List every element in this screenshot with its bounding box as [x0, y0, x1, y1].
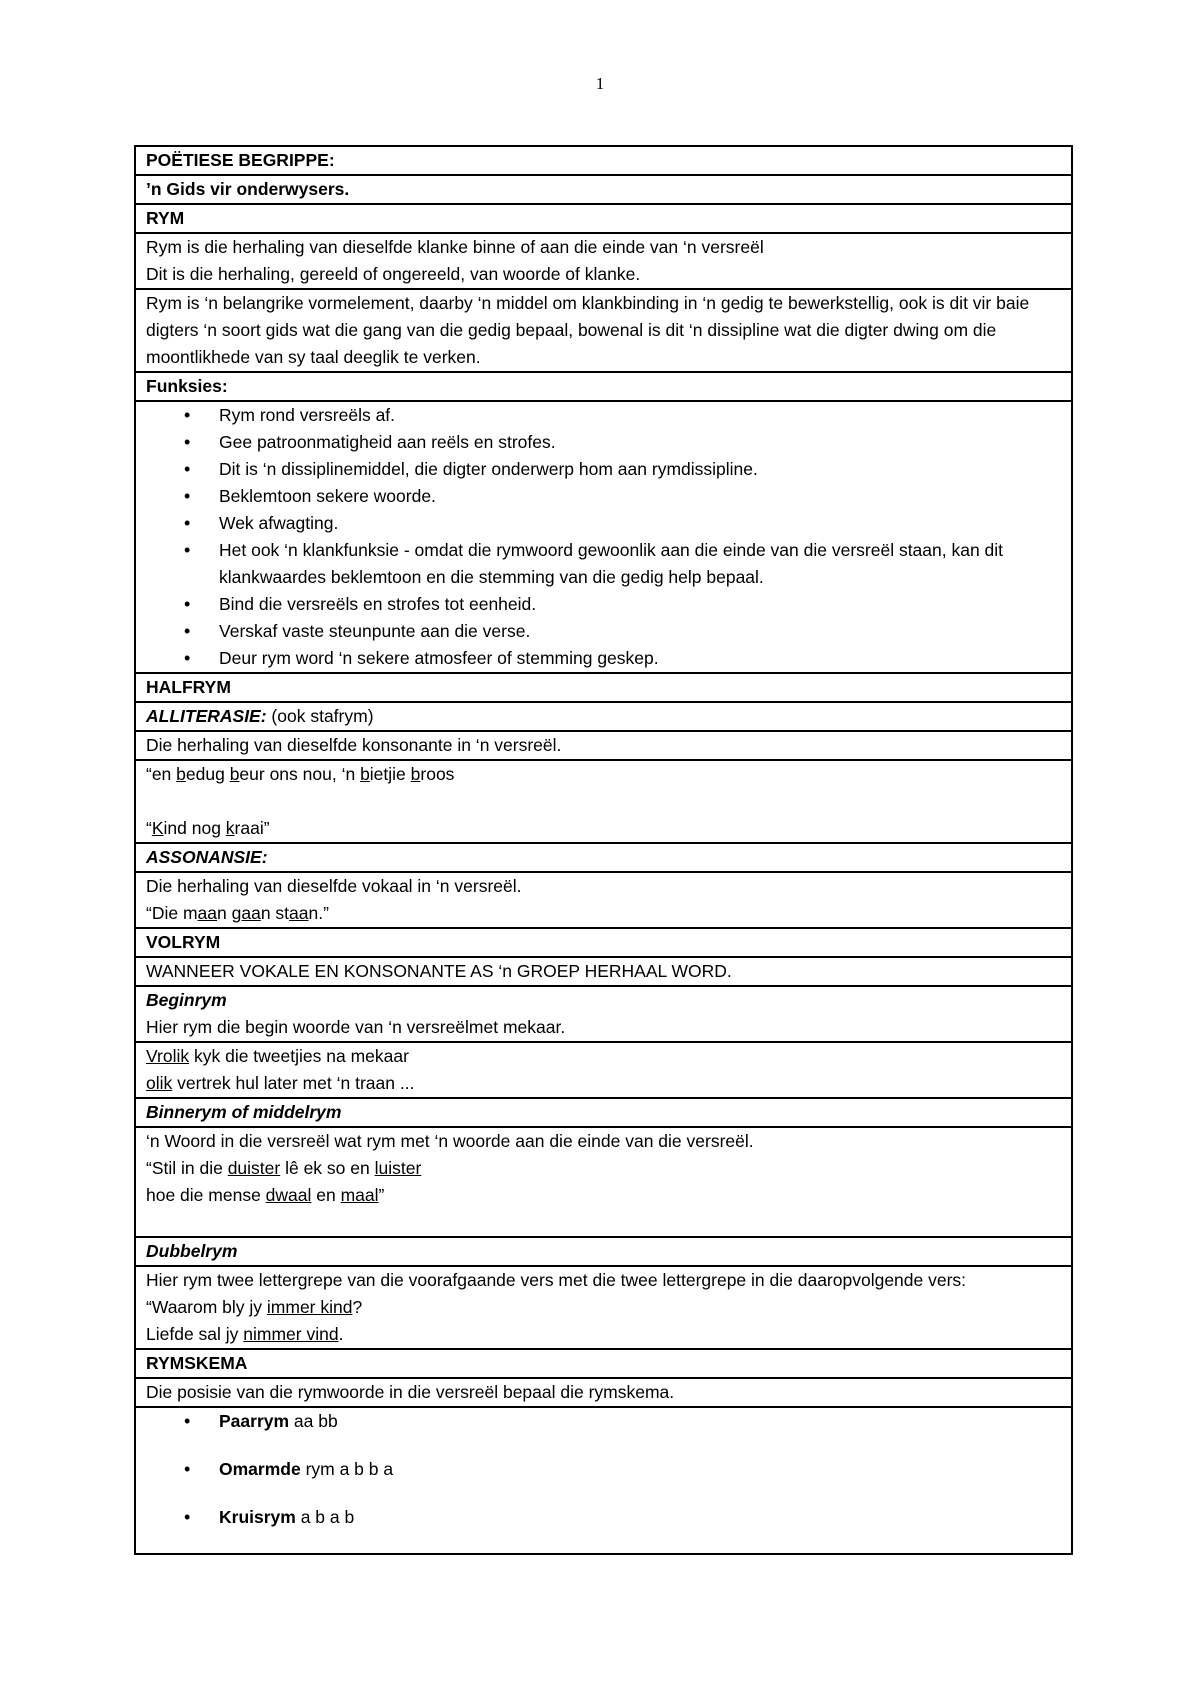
- rym-definition-1: Rym is die herhaling van dieselfde klanke binne of aan die einde van ‘n versreël: [146, 237, 764, 257]
- assonansie-heading-row: [136, 842, 1071, 871]
- dubbelrym-definition: Hier rym twee lettergrepe van die voorafgaande vers met die twee lettergrepe in die daaropvolgende vers:: [146, 1270, 967, 1290]
- funksies-list-row: [136, 400, 1071, 672]
- rymskema-definition-row: [136, 1377, 1071, 1406]
- beginrym-row: [136, 985, 1071, 1041]
- rym-heading-row: [136, 203, 1071, 232]
- binnerym-heading: Binnerym of middelrym: [146, 1102, 342, 1122]
- rymskema-list-row: [136, 1406, 1071, 1553]
- assonansie-definition-row: [136, 871, 1071, 927]
- rym-paragraph-row: [136, 288, 1071, 371]
- page-number: 1: [595, 74, 605, 93]
- beginrym-example-1: Vrolik kyk die tweetjies na mekaar: [146, 1046, 409, 1066]
- list-item: • Paarrym aa bb: [146, 1408, 1061, 1435]
- binnerym-example-2: hoe die mense dwaal en maal”: [146, 1185, 385, 1205]
- alliterasie-example-row: [136, 759, 1071, 842]
- dubbelrym-heading: Dubbelrym: [146, 1241, 238, 1261]
- dubbelrym-example-2: Liefde sal jy nimmer vind.: [146, 1324, 344, 1344]
- list-item: • Dit is ‘n dissiplinemiddel, die digter onderwerp hom aan rymdissipline.: [146, 456, 1061, 483]
- list-item: • Bind die versreëls en strofes tot eenheid.: [146, 591, 1061, 618]
- binnerym-definition: ‘n Woord in die versreël wat rym met ‘n woorde aan die einde van die versreël.: [146, 1131, 754, 1151]
- rym-heading: RYM: [146, 208, 185, 228]
- assonansie-example: “Die maan gaan staan.”: [146, 903, 329, 923]
- list-item: • Deur rym word ‘n sekere atmosfeer of stemming geskep.: [146, 645, 1061, 672]
- funksies-list: [146, 402, 1061, 672]
- rym-definition-row: [136, 232, 1071, 288]
- list-item: • Kruisrym a b a b: [146, 1504, 1061, 1531]
- dubbelrym-definition-row: [136, 1265, 1071, 1348]
- alliterasie-heading: ALLITERASIE:: [146, 706, 267, 726]
- document-title: POËTIESE BEGRIPPE:: [146, 150, 335, 170]
- dubbelrym-example-1: “Waarom bly jy immer kind?: [146, 1297, 363, 1317]
- rymskema-definition: Die posisie van die rymwoorde in die versreël bepaal die rymskema.: [146, 1382, 675, 1402]
- rymskema-heading: RYMSKEMA: [146, 1353, 248, 1373]
- volrym-definition-row: [136, 956, 1071, 985]
- list-item: • Verskaf vaste steunpunte aan die verse.: [146, 618, 1061, 645]
- list-item: • Wek afwagting.: [146, 510, 1061, 537]
- binnerym-definition-row: [136, 1126, 1071, 1236]
- beginrym-heading: Beginrym: [146, 990, 227, 1010]
- list-item: • Omarmde rym a b b a: [146, 1456, 1061, 1483]
- beginrym-definition: Hier rym die begin woorde van ‘n versreëlmet mekaar.: [146, 1017, 566, 1037]
- rym-definition-2: Dit is die herhaling, gereeld of ongereeld, van woorde of klanke.: [146, 264, 641, 284]
- beginrym-example-2: olik vertrek hul later met ‘n traan ...: [146, 1073, 415, 1093]
- list-item: • Het ook ‘n klankfunksie - omdat die rymwoord gewoonlik aan die einde van die versreël staan, kan dit klankwaardes beklemtoon en die stemming van die gedig help bepaal.: [146, 537, 1061, 591]
- rymskema-list: [146, 1408, 1061, 1531]
- rymskema-heading-row: [136, 1348, 1071, 1377]
- volrym-definition: WANNEER VOKALE EN KONSONANTE AS ‘n GROEP HERHAAL WORD.: [146, 961, 732, 981]
- list-item: • Gee patroonmatigheid aan reëls en strofes.: [146, 429, 1061, 456]
- halfrym-heading-row: [136, 672, 1071, 701]
- alliterasie-definition: Die herhaling van dieselfde konsonante in ‘n versreël.: [146, 735, 562, 755]
- alliterasie-example-2: “Kind nog kraai”: [146, 818, 270, 838]
- binnerym-heading-row: [136, 1097, 1071, 1126]
- list-item: • Beklemtoon sekere woorde.: [146, 483, 1061, 510]
- alliterasie-heading-row: [136, 701, 1071, 730]
- alliterasie-note: (ook stafrym): [266, 706, 374, 726]
- alliterasie-definition-row: [136, 730, 1071, 759]
- volrym-heading: VOLRYM: [146, 932, 221, 952]
- title-row: [136, 147, 1071, 174]
- funksies-heading-row: [136, 371, 1071, 400]
- assonansie-heading: ASSONANSIE:: [146, 847, 268, 867]
- dubbelrym-heading-row: [136, 1236, 1071, 1265]
- binnerym-example-1: “Stil in die duister lê ek so en luister: [146, 1158, 422, 1178]
- alliterasie-example-1: “en bedug beur ons nou, ‘n bietjie broos: [146, 764, 455, 784]
- poetry-terms-table: [134, 145, 1073, 1555]
- subtitle-row: [136, 174, 1071, 203]
- assonansie-definition: Die herhaling van dieselfde vokaal in ‘n versreël.: [146, 876, 522, 896]
- document-subtitle: ’n Gids vir onderwysers.: [146, 179, 350, 199]
- beginrym-example-row: [136, 1041, 1071, 1097]
- volrym-heading-row: [136, 927, 1071, 956]
- funksies-heading: Funksies:: [146, 376, 228, 396]
- rym-paragraph: Rym is ‘n belangrike vormelement, daarby ‘n middel om klankbinding in ‘n gedig te bewerkstellig, ook is dit vir baie digters ‘n soort gids wat die gang van die gedig bepaal, bowenal is dit ‘n dissipline wat die digter dwing om die moontlikhede van sy taal deeglik te verken.: [146, 293, 1030, 367]
- list-item: • Rym rond versreëls af.: [146, 402, 1061, 429]
- halfrym-heading: HALFRYM: [146, 677, 231, 697]
